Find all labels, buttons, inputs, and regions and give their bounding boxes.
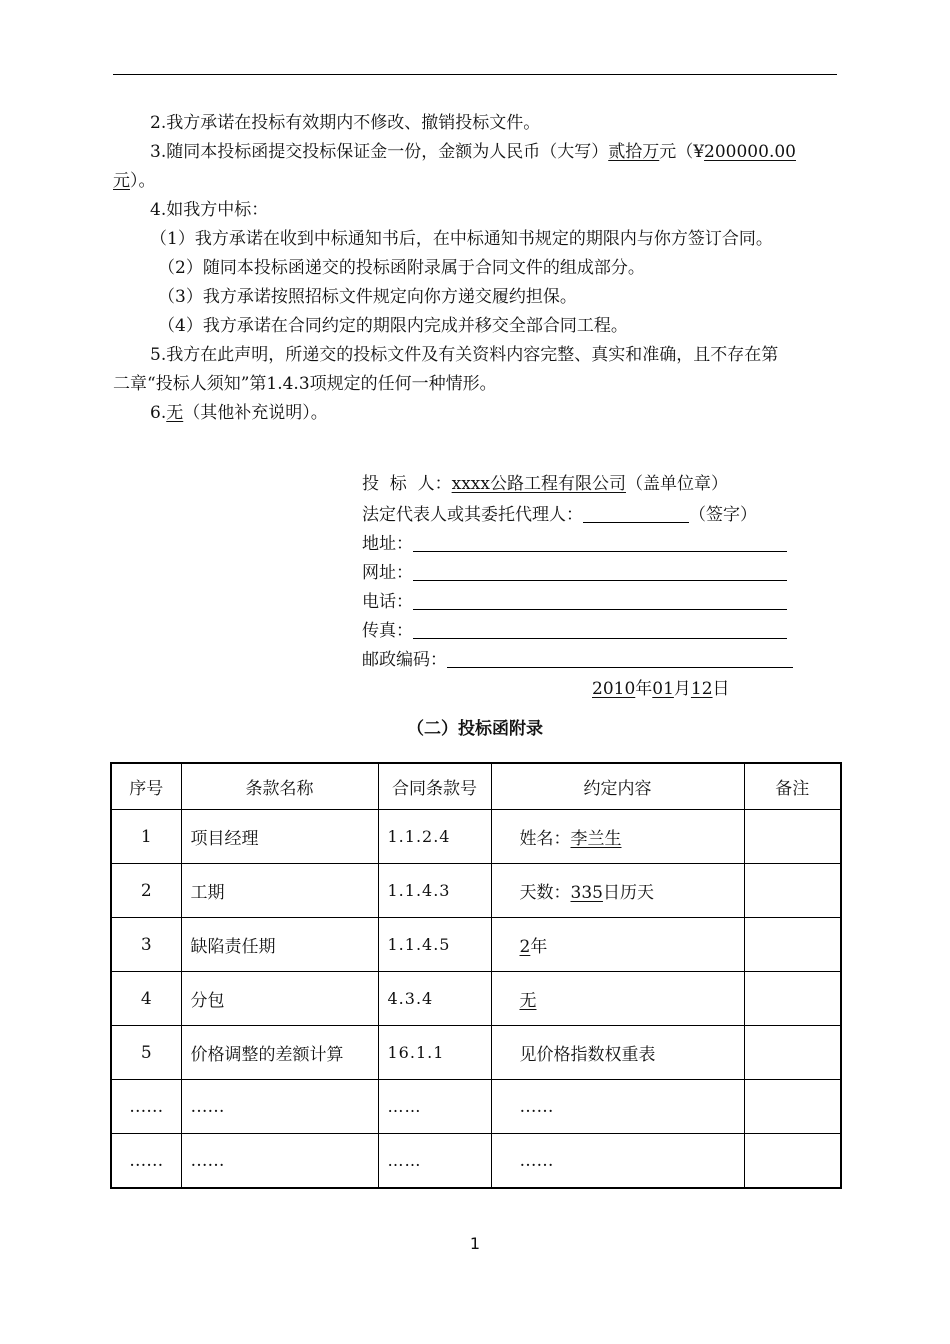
appendix-title: （二）投标函附录 — [407, 719, 543, 739]
row-no: 4 — [111, 972, 181, 1026]
paragraph-4: 4.如我方中标： — [150, 200, 269, 220]
row-name: 项目经理 — [181, 810, 378, 864]
paragraph-6-text: （其他补充说明）。 — [183, 403, 328, 423]
row-no: …… — [111, 1134, 181, 1189]
deposit-amount-number: 200000.00 — [704, 142, 796, 162]
row-clause: …… — [378, 1080, 491, 1134]
representative-line — [362, 505, 757, 525]
paragraph-3 — [150, 142, 796, 162]
row-note — [744, 918, 841, 972]
row-no: 5 — [111, 1026, 181, 1080]
date-month: 01 — [652, 679, 674, 699]
address-label: 地址： — [362, 534, 413, 554]
row-clause: 4.3.4 — [378, 972, 491, 1026]
paragraph-2: 2.我方承诺在投标有效期内不修改、撤销投标文件。 — [150, 113, 541, 133]
deposit-unit: 元 — [113, 171, 130, 191]
paragraph-4-1: （1）我方承诺在收到中标通知书后，在中标通知书规定的期限内与你方签订合同。 — [150, 229, 773, 249]
row-content — [491, 1080, 744, 1134]
address-blank[interactable] — [413, 535, 787, 552]
paragraph-3-text-2: 元（¥ — [659, 142, 705, 162]
page-number: 1 — [469, 1234, 481, 1253]
table-row — [111, 972, 841, 1026]
fax-blank[interactable] — [413, 622, 787, 639]
header-note: 备注 — [744, 763, 841, 810]
bidder-line — [362, 474, 728, 494]
content-prefix: …… — [519, 1096, 554, 1117]
table-row — [111, 1080, 841, 1134]
phone-line — [362, 592, 787, 612]
header-clause-name: 条款名称 — [181, 763, 378, 810]
row-name: 缺陷责任期 — [181, 918, 378, 972]
header-no: 序号 — [111, 763, 181, 810]
deposit-amount-words: 贰拾万 — [608, 142, 660, 162]
signature-note: （签字） — [689, 505, 757, 525]
header-content: 约定内容 — [491, 763, 744, 810]
row-note — [744, 1080, 841, 1134]
row-clause: …… — [378, 1134, 491, 1189]
website-blank[interactable] — [413, 564, 787, 581]
bidder-label: 投 标 人： — [362, 474, 452, 494]
paragraph-4-4: （4）我方承诺在合同约定的期限内完成并移交全部合同工程。 — [158, 316, 628, 336]
content-prefix: …… — [519, 1150, 554, 1171]
bidder-name: xxxx公路工程有限公司 — [451, 474, 626, 494]
row-content — [491, 1134, 744, 1189]
table-row — [111, 1026, 841, 1080]
row-name: …… — [181, 1134, 378, 1189]
content-prefix: 姓名： — [519, 829, 571, 849]
paragraph-3-cont — [113, 171, 156, 191]
fax-line — [362, 621, 787, 641]
table-header-row — [111, 763, 841, 810]
row-no: 3 — [111, 918, 181, 972]
phone-label: 电话： — [362, 592, 413, 612]
content-value: 李兰生 — [570, 829, 622, 849]
row-note — [744, 810, 841, 864]
paragraph-6 — [150, 403, 328, 423]
phone-blank[interactable] — [413, 593, 787, 610]
supplement-value: 无 — [166, 403, 184, 423]
header-clause-no: 合同条款号 — [378, 763, 491, 810]
table-row — [111, 810, 841, 864]
row-clause: 16.1.1 — [378, 1026, 491, 1080]
date-day-unit: 日 — [712, 679, 730, 699]
paragraph-3-end: ）。 — [130, 171, 156, 191]
row-note — [744, 1026, 841, 1080]
paragraph-3-text: 3.随同本投标函提交投标保证金一份，金额为人民币（大写） — [150, 142, 609, 162]
row-content — [491, 810, 744, 864]
date-year-unit: 年 — [635, 679, 653, 699]
row-name: 工期 — [181, 864, 378, 918]
row-content — [491, 918, 744, 972]
representative-label: 法定代表人或其委托代理人： — [362, 505, 583, 525]
content-value: 无 — [519, 991, 537, 1011]
table-row — [111, 918, 841, 972]
row-note — [744, 864, 841, 918]
row-name: 价格调整的差额计算 — [181, 1026, 378, 1080]
row-content — [491, 972, 744, 1026]
postcode-line — [362, 650, 793, 670]
paragraph-4-2: （2）随同本投标函递交的投标函附录属于合同文件的组成部分。 — [158, 258, 645, 278]
postcode-label: 邮政编码： — [362, 650, 447, 670]
representative-blank[interactable] — [583, 506, 689, 523]
row-clause: 1.1.4.3 — [378, 864, 491, 918]
paragraph-5-cont: 二章“投标人须知”第1.4.3项规定的任何一种情形。 — [113, 374, 497, 394]
row-content — [491, 864, 744, 918]
row-clause: 1.1.4.5 — [378, 918, 491, 972]
paragraph-6-number: 6. — [150, 403, 167, 423]
appendix-table — [110, 762, 842, 1189]
fax-label: 传真： — [362, 621, 413, 641]
row-no: …… — [111, 1080, 181, 1134]
header-rule — [113, 74, 837, 75]
postcode-blank[interactable] — [447, 651, 793, 668]
address-line — [362, 534, 787, 554]
content-prefix: 天数： — [519, 883, 571, 903]
content-suffix: 年 — [530, 937, 548, 957]
date-line — [592, 679, 730, 699]
date-month-unit: 月 — [673, 679, 691, 699]
website-line — [362, 563, 787, 583]
date-day: 12 — [690, 679, 713, 699]
row-content — [491, 1026, 744, 1080]
row-clause: 1.1.2.4 — [378, 810, 491, 864]
row-note — [744, 1134, 841, 1189]
content-value: 2 — [519, 937, 531, 957]
row-no: 2 — [111, 864, 181, 918]
table-row — [111, 1134, 841, 1189]
paragraph-4-3: （3）我方承诺按照招标文件规定向你方递交履约担保。 — [158, 287, 577, 307]
content-suffix: 日历天 — [602, 883, 654, 903]
content-prefix: 见价格指数权重表 — [519, 1045, 656, 1065]
row-name: …… — [181, 1080, 378, 1134]
row-no: 1 — [111, 810, 181, 864]
bidder-seal-note: （盖单位章） — [625, 474, 728, 494]
row-name: 分包 — [181, 972, 378, 1026]
content-value: 335 — [570, 883, 603, 903]
table-row — [111, 864, 841, 918]
row-note — [744, 972, 841, 1026]
paragraph-5: 5.我方在此声明，所递交的投标文件及有关资料内容完整、真实和准确，且不存在第 — [150, 345, 779, 365]
website-label: 网址： — [362, 563, 413, 583]
date-year: 2010 — [592, 679, 636, 699]
